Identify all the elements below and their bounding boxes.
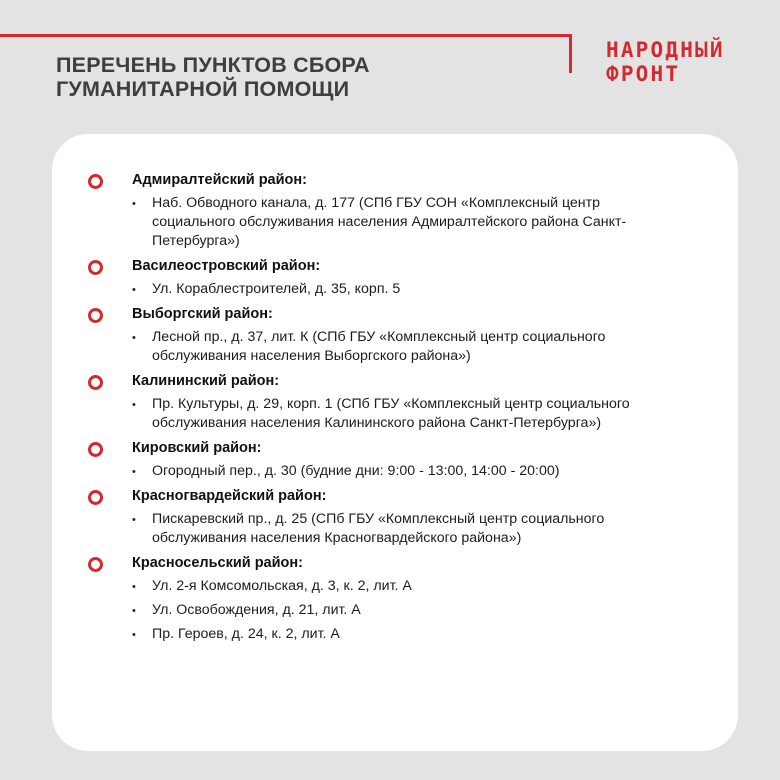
ring-marker-icon (88, 174, 103, 189)
address-list (132, 577, 738, 644)
address-text: Ул. Кораблестроителей, д. 35, корп. 5 (152, 281, 401, 297)
address-text: Ул. 2-я Комсомольская, д. 3, к. 2, лит. А (152, 578, 412, 594)
address-list (132, 328, 738, 366)
address-list (132, 462, 738, 481)
address-list (132, 280, 738, 299)
ring-marker-icon (88, 308, 103, 323)
logo (606, 38, 725, 86)
district-item (52, 486, 738, 548)
district-item (52, 371, 738, 433)
ring-marker-icon (88, 490, 103, 505)
district-name: Калининский район: (132, 373, 280, 389)
address-item (132, 328, 647, 366)
bullet-icon: • (132, 581, 136, 593)
header-red-line (0, 34, 572, 37)
address-item (132, 194, 647, 251)
address-text: Лесной пр., д. 37, лит. К (СПб ГБУ «Комплексный центр социального обслуживания населения Выборгского района») (152, 329, 606, 364)
address-text: Наб. Обводного канала, д. 177 (СПб ГБУ СОН «Комплексный центр социального обслуживания населения Адмиралтейского района Санкт-Петербурга») (152, 195, 627, 249)
district-item (52, 256, 738, 299)
address-text: Пискаревский пр., д. 25 (СПб ГБУ «Комплексный центр социального обслуживания населения Красногвардейского района») (152, 511, 605, 546)
ring-marker-icon (88, 442, 103, 457)
bullet-icon: • (132, 629, 136, 641)
page-title-line-2: ГУМАНИТАРНОЙ ПОМОЩИ (56, 77, 350, 101)
bullet-icon: • (132, 466, 136, 478)
address-text: Ул. Освобождения, д. 21, лит. А (152, 602, 361, 618)
bullet-icon: • (132, 399, 136, 411)
district-name: Красносельский район: (132, 555, 303, 571)
district-item (52, 170, 738, 251)
district-item (52, 438, 738, 481)
address-text: Пр. Героев, д. 24, к. 2, лит. А (152, 626, 340, 642)
bullet-icon: • (132, 332, 136, 344)
address-item (132, 625, 647, 644)
bullet-icon: • (132, 198, 136, 210)
bullet-icon: • (132, 514, 136, 526)
district-name: Красногвардейский район: (132, 488, 327, 504)
page-title-line-1: ПЕРЕЧЕНЬ ПУНКТОВ СБОРА (56, 53, 370, 77)
address-item (132, 462, 647, 481)
address-text: Пр. Культуры, д. 29, корп. 1 (СПб ГБУ «Комплексный центр социального обслуживания населения Калининского района Санкт-Петербурга») (152, 396, 630, 431)
district-item (52, 553, 738, 644)
address-text: Огородный пер., д. 30 (будние дни: 9:00 - 13:00, 14:00 - 20:00) (152, 463, 560, 479)
address-list (132, 395, 738, 433)
bullet-icon: • (132, 605, 136, 617)
address-item (132, 510, 647, 548)
address-item (132, 280, 647, 299)
district-item (52, 304, 738, 366)
content-card (52, 134, 738, 751)
ring-marker-icon (88, 260, 103, 275)
ring-marker-icon (88, 557, 103, 572)
header-red-tick (569, 34, 572, 73)
district-name: Василеостровский район: (132, 258, 321, 274)
logo-line-1: НАРОДНЫЙ (606, 38, 725, 62)
address-item (132, 601, 647, 620)
address-list (132, 194, 738, 251)
district-name: Кировский район: (132, 440, 262, 456)
district-list (52, 170, 738, 649)
ring-marker-icon (88, 375, 103, 390)
address-list (132, 510, 738, 548)
page-title (56, 53, 370, 101)
bullet-icon: • (132, 284, 136, 296)
district-name: Адмиралтейский район: (132, 172, 307, 188)
logo-line-2: ФРОНТ (606, 62, 681, 86)
address-item (132, 577, 647, 596)
district-name: Выборгский район: (132, 306, 273, 322)
address-item (132, 395, 647, 433)
